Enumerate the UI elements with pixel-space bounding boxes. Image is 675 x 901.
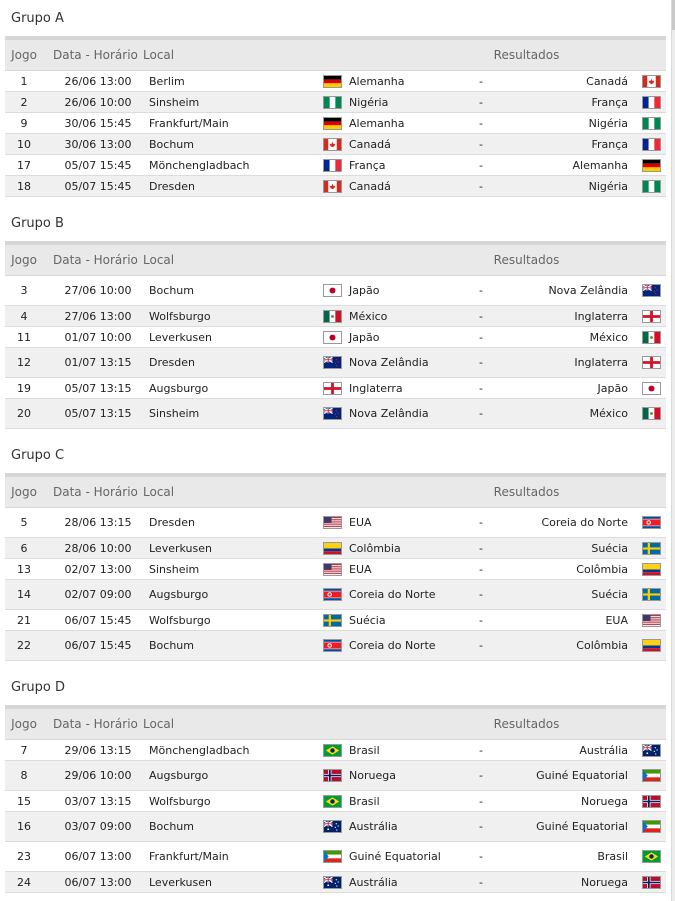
match-row: [5, 842, 666, 872]
home-flag-cell: [316, 516, 349, 529]
match-venue: Bochum: [149, 137, 194, 151]
away-flag-cell: [636, 820, 666, 833]
home-flag-cell: [316, 117, 349, 130]
match-number: 19: [17, 381, 31, 395]
result-separator: -: [479, 769, 483, 782]
match-date-time: 30/06 15:45: [64, 116, 132, 130]
match-date-time: 27/06 10:00: [64, 284, 132, 297]
match-date-time: 30/06 13:00: [64, 137, 132, 151]
home-flag-cell: [316, 356, 349, 369]
home-flag-cell: [316, 331, 349, 344]
result-separator: -: [479, 309, 483, 323]
header-local: Local: [143, 48, 175, 62]
result-separator: -: [479, 137, 483, 151]
germany-flag-icon: [642, 159, 661, 172]
match-venue: Dresden: [149, 356, 195, 369]
sweden-flag-icon: [642, 588, 661, 601]
home-team: Japão: [349, 284, 380, 297]
mexico-flag-icon: [642, 331, 661, 344]
group-section-3: [5, 445, 666, 661]
match-venue: Bochum: [149, 639, 194, 652]
match-number: 6: [20, 541, 28, 555]
match-row: [5, 610, 666, 631]
match-date-time: 28/06 10:00: [64, 541, 132, 555]
match-date-time: 05/07 15:45: [64, 179, 132, 193]
match-venue: Sinsheim: [149, 562, 200, 576]
norway-flag-icon: [642, 876, 661, 889]
match-row: [5, 92, 666, 113]
match-number: 16: [17, 820, 31, 833]
match-number: 21: [17, 613, 31, 627]
header-jogo: Jogo: [11, 48, 37, 62]
away-flag-cell: [636, 75, 666, 88]
away-team: Suécia: [591, 588, 628, 601]
match-venue: Sinsheim: [149, 407, 200, 420]
colombia-flag-icon: [323, 542, 342, 555]
match-row: [5, 71, 666, 92]
match-row: [5, 176, 666, 197]
result-separator: -: [479, 284, 483, 297]
match-row: [5, 580, 666, 610]
mexico-flag-icon: [642, 407, 661, 420]
match-row: [5, 134, 666, 155]
header-data-horario: Data - Horário: [53, 484, 138, 499]
match-date-time: 26/06 10:00: [64, 95, 132, 109]
away-team: México: [589, 407, 628, 420]
france-flag-icon: [642, 96, 661, 109]
england-flag-icon: [323, 382, 342, 395]
away-team: Canadá: [586, 74, 628, 88]
match-number: 24: [17, 875, 31, 889]
home-flag-cell: [316, 820, 349, 833]
home-flag-cell: [316, 407, 349, 420]
home-team: México: [349, 309, 388, 323]
match-row: [5, 631, 666, 661]
home-flag-cell: [316, 75, 349, 88]
home-team: Alemanha: [349, 116, 405, 130]
away-flag-cell: [636, 96, 666, 109]
match-date-time: 02/07 09:00: [64, 588, 132, 601]
away-team: França: [591, 95, 628, 109]
match-venue: Mönchengladbach: [149, 158, 250, 172]
home-team: Austrália: [349, 875, 398, 889]
home-flag-cell: [316, 138, 349, 151]
header-resultados: Resultados: [493, 48, 560, 62]
away-flag-cell: [636, 614, 666, 627]
france-flag-icon: [323, 159, 342, 172]
away-team: Colômbia: [576, 639, 628, 652]
home-team: Guiné Equatorial: [349, 850, 441, 863]
header-resultados: Resultados: [493, 485, 560, 499]
home-team: Colômbia: [349, 541, 401, 555]
away-team: Austrália: [579, 743, 628, 757]
match-venue: Bochum: [149, 820, 194, 833]
match-venue: Frankfurt/Main: [149, 116, 229, 130]
away-team: Alemanha: [572, 158, 628, 172]
scrollbar-track[interactable]: [671, 0, 675, 901]
home-flag-cell: [316, 159, 349, 172]
match-row: [5, 348, 666, 378]
brazil-flag-icon: [642, 850, 661, 863]
away-flag-cell: [636, 588, 666, 601]
group-title: Grupo A: [11, 11, 64, 26]
home-flag-cell: [316, 588, 349, 601]
england-flag-icon: [642, 356, 661, 369]
away-team: Nigéria: [588, 179, 628, 193]
away-flag-cell: [636, 769, 666, 782]
match-date-time: 05/07 13:15: [64, 407, 132, 420]
match-date-time: 06/07 15:45: [64, 639, 132, 652]
match-venue: Berlim: [149, 74, 185, 88]
result-separator: -: [479, 356, 483, 369]
result-separator: -: [479, 74, 483, 88]
result-separator: -: [479, 875, 483, 889]
away-flag-cell: [636, 382, 666, 395]
match-row: [5, 791, 666, 812]
match-date-time: 26/06 13:00: [64, 74, 132, 88]
result-separator: -: [479, 330, 483, 344]
table-header: [5, 705, 666, 740]
match-date-time: 05/07 15:45: [64, 158, 132, 172]
away-flag-cell: [636, 117, 666, 130]
result-separator: -: [479, 541, 483, 555]
match-number: 1: [20, 74, 28, 88]
away-team: Inglaterra: [574, 309, 628, 323]
header-jogo: Jogo: [11, 485, 37, 499]
away-flag-cell: [636, 356, 666, 369]
match-venue: Bochum: [149, 284, 194, 297]
match-row: [5, 508, 666, 538]
home-flag-cell: [316, 795, 349, 808]
header-local: Local: [143, 485, 175, 499]
match-venue: Wolfsburgo: [149, 309, 211, 323]
match-venue: Augsburgo: [149, 381, 209, 395]
home-flag-cell: [316, 850, 349, 863]
match-venue: Augsburgo: [149, 769, 209, 782]
mexico-flag-icon: [323, 310, 342, 323]
australia-flag-icon: [323, 820, 342, 833]
canada-flag-icon: [323, 180, 342, 193]
away-team: Guiné Equatorial: [536, 820, 628, 833]
group-section-2: [5, 213, 666, 429]
away-team: Noruega: [581, 794, 628, 808]
header-jogo: Jogo: [11, 717, 37, 731]
away-team: Colômbia: [576, 562, 628, 576]
germany-flag-icon: [323, 117, 342, 130]
home-flag-cell: [316, 563, 349, 576]
away-flag-cell: [636, 542, 666, 555]
nigeria-flag-icon: [323, 96, 342, 109]
group-section-1: [5, 8, 666, 197]
away-team: Japão: [597, 381, 628, 395]
match-number: 10: [17, 137, 31, 151]
australia-flag-icon: [323, 876, 342, 889]
match-date-time: 01/07 13:15: [64, 356, 132, 369]
home-team: Nova Zelândia: [349, 407, 429, 420]
table-header: [5, 473, 666, 508]
match-number: 4: [20, 309, 28, 323]
match-row: [5, 306, 666, 327]
home-team: Coreia do Norte: [349, 588, 436, 601]
match-number: 11: [17, 330, 31, 344]
match-venue: Wolfsburgo: [149, 613, 211, 627]
north-korea-flag-icon: [323, 588, 342, 601]
header-data-horario: Data - Horário: [53, 47, 138, 62]
table-header: [5, 241, 666, 276]
result-separator: -: [479, 562, 483, 576]
usa-flag-icon: [642, 614, 661, 627]
match-number: 7: [20, 743, 28, 757]
match-row: [5, 399, 666, 429]
north-korea-flag-icon: [323, 639, 342, 652]
match-number: 2: [20, 95, 28, 109]
away-flag-cell: [636, 159, 666, 172]
away-flag-cell: [636, 331, 666, 344]
away-flag-cell: [636, 180, 666, 193]
away-team: França: [591, 137, 628, 151]
match-date-time: 06/07 15:45: [64, 613, 132, 627]
match-venue: Leverkusen: [149, 330, 212, 344]
group-section-4: [5, 677, 666, 893]
result-separator: -: [479, 516, 483, 529]
match-venue: Mönchengladbach: [149, 743, 250, 757]
home-team: Coreia do Norte: [349, 639, 436, 652]
usa-flag-icon: [323, 516, 342, 529]
match-number: 14: [17, 588, 31, 601]
away-flag-cell: [636, 284, 666, 297]
match-venue: Frankfurt/Main: [149, 850, 229, 863]
home-flag-cell: [316, 382, 349, 395]
away-flag-cell: [636, 516, 666, 529]
home-team: Brasil: [349, 794, 380, 808]
germany-flag-icon: [323, 75, 342, 88]
home-flag-cell: [316, 310, 349, 323]
home-team: Inglaterra: [349, 381, 403, 395]
result-separator: -: [479, 116, 483, 130]
home-flag-cell: [316, 542, 349, 555]
away-flag-cell: [636, 639, 666, 652]
match-rows: [5, 508, 666, 661]
result-separator: -: [479, 588, 483, 601]
away-team: México: [589, 330, 628, 344]
japan-flag-icon: [323, 284, 342, 297]
match-number: 3: [20, 284, 28, 297]
away-team: Inglaterra: [574, 356, 628, 369]
home-flag-cell: [316, 284, 349, 297]
away-team: Noruega: [581, 875, 628, 889]
away-team: Coreia do Norte: [541, 516, 628, 529]
away-flag-cell: [636, 744, 666, 757]
result-separator: -: [479, 407, 483, 420]
match-date-time: 28/06 13:15: [64, 516, 132, 529]
group-title: Grupo C: [11, 448, 65, 463]
away-team: Suécia: [591, 541, 628, 555]
match-number: 17: [17, 158, 31, 172]
match-date-time: 05/07 13:15: [64, 381, 132, 395]
england-flag-icon: [642, 310, 661, 323]
match-venue: Dresden: [149, 179, 195, 193]
home-flag-cell: [316, 180, 349, 193]
result-separator: -: [479, 381, 483, 395]
away-flag-cell: [636, 138, 666, 151]
equatorial-guinea-flag-icon: [642, 769, 661, 782]
match-row: [5, 872, 666, 893]
equatorial-guinea-flag-icon: [642, 820, 661, 833]
match-venue: Sinsheim: [149, 95, 200, 109]
home-team: Canadá: [349, 179, 391, 193]
match-number: 15: [17, 794, 31, 808]
sweden-flag-icon: [323, 614, 342, 627]
match-number: 12: [17, 356, 31, 369]
home-team: Nova Zelândia: [349, 356, 429, 369]
australia-flag-icon: [642, 744, 661, 757]
japan-flag-icon: [642, 382, 661, 395]
japan-flag-icon: [323, 331, 342, 344]
home-flag-cell: [316, 614, 349, 627]
match-number: 8: [20, 769, 28, 782]
away-flag-cell: [636, 876, 666, 889]
match-venue: Leverkusen: [149, 541, 212, 555]
match-date-time: 01/07 10:00: [64, 330, 132, 344]
match-number: 9: [20, 116, 28, 130]
home-team: Noruega: [349, 769, 396, 782]
result-separator: -: [479, 95, 483, 109]
match-row: [5, 378, 666, 399]
north-korea-flag-icon: [642, 516, 661, 529]
header-resultados: Resultados: [493, 717, 560, 731]
header-jogo: Jogo: [11, 253, 37, 267]
home-team: França: [349, 158, 386, 172]
match-row: [5, 113, 666, 134]
equatorial-guinea-flag-icon: [323, 850, 342, 863]
away-flag-cell: [636, 795, 666, 808]
header-data-horario: Data - Horário: [53, 252, 138, 267]
match-date-time: 02/07 13:00: [64, 562, 132, 576]
home-team: Alemanha: [349, 74, 405, 88]
new-zealand-flag-icon: [323, 407, 342, 420]
brazil-flag-icon: [323, 744, 342, 757]
header-resultados: Resultados: [493, 253, 560, 267]
match-date-time: 03/07 09:00: [64, 820, 132, 833]
match-venue: Dresden: [149, 516, 195, 529]
match-rows: [5, 276, 666, 429]
header-data-horario: Data - Horário: [53, 716, 138, 731]
home-team: EUA: [349, 562, 372, 576]
canada-flag-icon: [642, 75, 661, 88]
new-zealand-flag-icon: [642, 284, 661, 297]
france-flag-icon: [642, 138, 661, 151]
new-zealand-flag-icon: [323, 356, 342, 369]
result-separator: -: [479, 613, 483, 627]
norway-flag-icon: [323, 769, 342, 782]
away-team: Guiné Equatorial: [536, 769, 628, 782]
home-team: Austrália: [349, 820, 398, 833]
match-row: [5, 761, 666, 791]
match-number: 13: [17, 562, 31, 576]
match-row: [5, 740, 666, 761]
sweden-flag-icon: [642, 542, 661, 555]
match-date-time: 27/06 13:00: [64, 309, 132, 323]
home-team: Suécia: [349, 613, 386, 627]
result-separator: -: [479, 179, 483, 193]
result-separator: -: [479, 794, 483, 808]
match-date-time: 29/06 13:15: [64, 743, 132, 757]
match-row: [5, 327, 666, 348]
colombia-flag-icon: [642, 563, 661, 576]
nigeria-flag-icon: [642, 180, 661, 193]
away-team: Brasil: [597, 850, 628, 863]
match-row: [5, 155, 666, 176]
home-flag-cell: [316, 876, 349, 889]
away-flag-cell: [636, 407, 666, 420]
home-team: EUA: [349, 516, 372, 529]
header-local: Local: [143, 253, 175, 267]
away-flag-cell: [636, 850, 666, 863]
home-team: Nigéria: [349, 95, 389, 109]
norway-flag-icon: [642, 795, 661, 808]
match-date-time: 06/07 13:00: [64, 875, 132, 889]
home-flag-cell: [316, 96, 349, 109]
match-rows: [5, 71, 666, 197]
match-number: 20: [17, 407, 31, 420]
match-row: [5, 276, 666, 306]
result-separator: -: [479, 850, 483, 863]
away-flag-cell: [636, 563, 666, 576]
match-venue: Augsburgo: [149, 588, 209, 601]
home-team: Japão: [349, 330, 380, 344]
home-flag-cell: [316, 769, 349, 782]
away-flag-cell: [636, 310, 666, 323]
home-flag-cell: [316, 744, 349, 757]
match-date-time: 03/07 13:15: [64, 794, 132, 808]
usa-flag-icon: [323, 563, 342, 576]
match-number: 18: [17, 179, 31, 193]
home-team: Canadá: [349, 137, 391, 151]
match-rows: [5, 740, 666, 893]
canada-flag-icon: [323, 138, 342, 151]
result-separator: -: [479, 820, 483, 833]
match-row: [5, 812, 666, 842]
away-team: Nova Zelândia: [548, 284, 628, 297]
home-flag-cell: [316, 639, 349, 652]
match-venue: Wolfsburgo: [149, 794, 211, 808]
match-number: 22: [17, 639, 31, 652]
match-number: 23: [17, 850, 31, 863]
match-date-time: 29/06 10:00: [64, 769, 132, 782]
match-date-time: 06/07 13:00: [64, 850, 132, 863]
group-title: Grupo D: [11, 680, 66, 695]
brazil-flag-icon: [323, 795, 342, 808]
result-separator: -: [479, 158, 483, 172]
match-number: 5: [20, 516, 28, 529]
table-header: [5, 36, 666, 71]
result-separator: -: [479, 639, 483, 652]
home-team: Brasil: [349, 743, 380, 757]
away-team: EUA: [605, 613, 628, 627]
away-team: Nigéria: [588, 116, 628, 130]
colombia-flag-icon: [642, 639, 661, 652]
match-row: [5, 559, 666, 580]
match-row: [5, 538, 666, 559]
header-local: Local: [143, 717, 175, 731]
result-separator: -: [479, 743, 483, 757]
group-title: Grupo B: [11, 216, 64, 231]
nigeria-flag-icon: [642, 117, 661, 130]
match-venue: Leverkusen: [149, 875, 212, 889]
